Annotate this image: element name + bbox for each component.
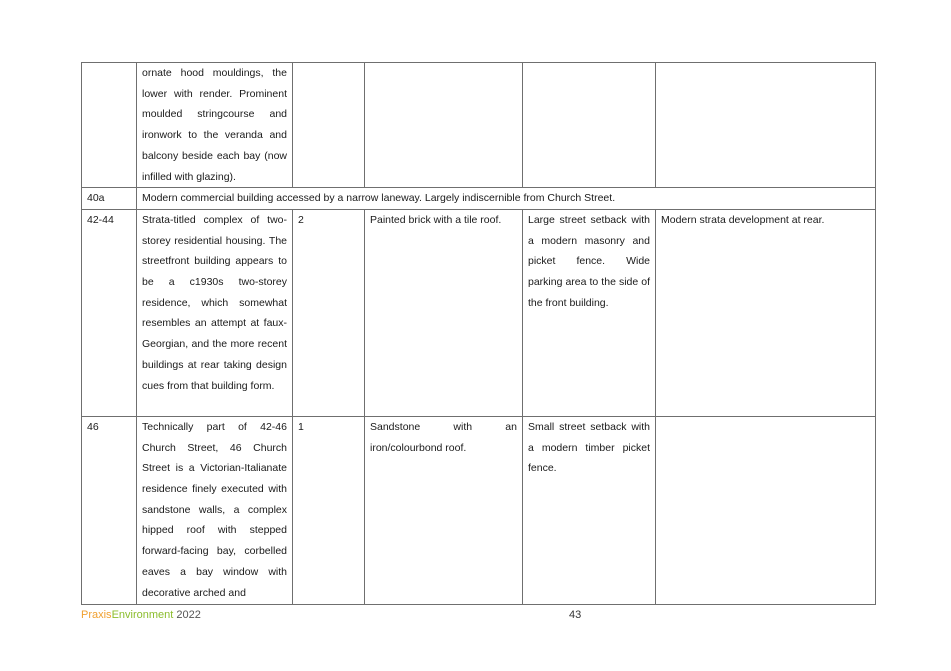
materials-text: Sandstone with an iron/colourbond roof.: [370, 420, 517, 454]
setback-cell: [523, 63, 656, 188]
setback-text: Large street setback with a modern masonry and picket fence. Wide parking area to the side of the front building.: [528, 213, 650, 309]
setback-cell: [523, 416, 656, 604]
storeys-cell: [293, 63, 365, 188]
setback-text: Small street setback with a modern timber picket fence.: [528, 420, 650, 475]
description-text: Strata-titled complex of two-storey residential housing. The streetfront building appears to be a c1930s two-storey residence, which somewhat resembles an attempt at faux-Georgian, and the more recent buildings at rear taking design cues from that building form.: [142, 213, 287, 392]
comments-cell: Modern strata development at rear.: [656, 209, 876, 416]
address-cell: 42-44: [82, 209, 137, 416]
table-row: [82, 209, 876, 416]
table-row: [82, 416, 876, 604]
company-brand: [81, 609, 201, 621]
materials-cell: Painted brick with a tile roof.: [365, 209, 523, 416]
description-text: Technically part of 42-46 Church Street, 46 Church Street is a Victorian-Italianate residence finely executed with sandstone walls, a complex hipped roof with stepped forward-facing bay, corbelled eaves a bay window with decorative arched and: [142, 420, 287, 599]
description-cell: [137, 209, 293, 416]
description-cell: Modern commercial building accessed by a narrow laneway. Largely indiscernible from Church Street.: [137, 188, 876, 210]
footer-year: 2022: [176, 609, 201, 621]
storeys-cell: 2: [293, 209, 365, 416]
brand-environment: Environment: [111, 609, 174, 621]
materials-cell: [365, 63, 523, 188]
table-row: [82, 188, 876, 210]
description-cell: [137, 416, 293, 604]
brand-praxis: Praxis: [81, 609, 112, 621]
address-cell: 46: [82, 416, 137, 604]
address-cell: [82, 63, 137, 188]
page-number: 43: [569, 609, 582, 621]
description-text: ornate hood mouldings, the lower with render. Prominent moulded stringcourse and ironwork to the veranda and balcony beside each bay (now infilled with glazing).: [142, 67, 287, 183]
comments-cell: [656, 416, 876, 604]
page-footer: [81, 609, 875, 625]
description-cell: [137, 63, 293, 188]
comments-cell: [656, 63, 876, 188]
table-row: [82, 63, 876, 188]
setback-cell: [523, 209, 656, 416]
address-cell: 40a: [82, 188, 137, 210]
materials-cell: [365, 416, 523, 604]
heritage-inventory-table: [81, 62, 876, 605]
storeys-cell: 1: [293, 416, 365, 604]
